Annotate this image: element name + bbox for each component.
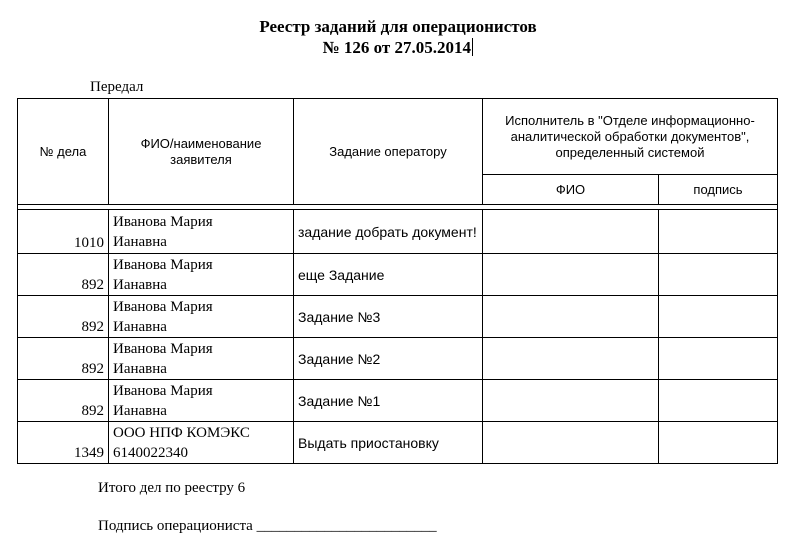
text-cursor (472, 38, 474, 56)
table-row (18, 296, 778, 338)
table-row (18, 338, 778, 380)
operator-signature-line: Подпись операциониста ________________________ (98, 518, 437, 534)
executor-signature-cell[interactable] (659, 210, 778, 254)
case-number: 1010 (18, 210, 109, 254)
applicant-name: Иванова Мария Ианавна (109, 380, 294, 422)
executor-signature-cell[interactable] (659, 254, 778, 296)
case-number: 1349 (18, 422, 109, 464)
case-number: 892 (18, 254, 109, 296)
operator-task: Задание №2 (294, 338, 483, 380)
title-line-1: Реестр заданий для операционистов (259, 17, 537, 36)
executor-fio-cell[interactable] (483, 338, 659, 380)
operator-task: Задание №3 (294, 296, 483, 338)
executor-fio-cell[interactable] (483, 254, 659, 296)
header-task: Задание оператору (294, 99, 483, 205)
executor-signature-cell[interactable] (659, 422, 778, 464)
table-row (18, 380, 778, 422)
registry-total: Итого дел по реестру 6 (98, 480, 246, 496)
table-row (18, 210, 778, 254)
executor-signature-cell[interactable] (659, 296, 778, 338)
header-case-no: № дела (18, 99, 109, 205)
document-title (0, 16, 796, 58)
applicant-name: Иванова Мария Ианавна (109, 254, 294, 296)
operator-task: Выдать приостановку (294, 422, 483, 464)
operator-task: Задание №1 (294, 380, 483, 422)
case-number: 892 (18, 296, 109, 338)
table-row (18, 422, 778, 464)
applicant-name: Иванова Мария Ианавна (109, 210, 294, 254)
executor-fio-cell[interactable] (483, 296, 659, 338)
table-row (18, 254, 778, 296)
case-number: 892 (18, 380, 109, 422)
header-executor-group: Исполнитель в "Отделе информационно-аналитической обработки документов", определенный системой (483, 99, 778, 175)
handed-over-label: Передал (90, 79, 144, 95)
header-applicant: ФИО/наименование заявителя (109, 99, 294, 205)
operator-task: задание добрать документ! (294, 210, 483, 254)
executor-signature-cell[interactable] (659, 338, 778, 380)
executor-fio-cell[interactable] (483, 380, 659, 422)
case-number: 892 (18, 338, 109, 380)
header-row (18, 99, 778, 175)
registry-table (17, 98, 778, 464)
executor-fio-cell[interactable] (483, 210, 659, 254)
operator-task: еще Задание (294, 254, 483, 296)
title-line-2 (0, 37, 796, 58)
header-fio: ФИО (483, 175, 659, 205)
applicant-name: Иванова Мария Ианавна (109, 296, 294, 338)
registry-number: № 126 от 27.05.2014 (322, 38, 471, 57)
applicant-name: Иванова Мария Ианавна (109, 338, 294, 380)
header-signature: подпись (659, 175, 778, 205)
executor-signature-cell[interactable] (659, 380, 778, 422)
applicant-name: ООО НПФ КОМЭКС 6140022340 (109, 422, 294, 464)
executor-fio-cell[interactable] (483, 422, 659, 464)
